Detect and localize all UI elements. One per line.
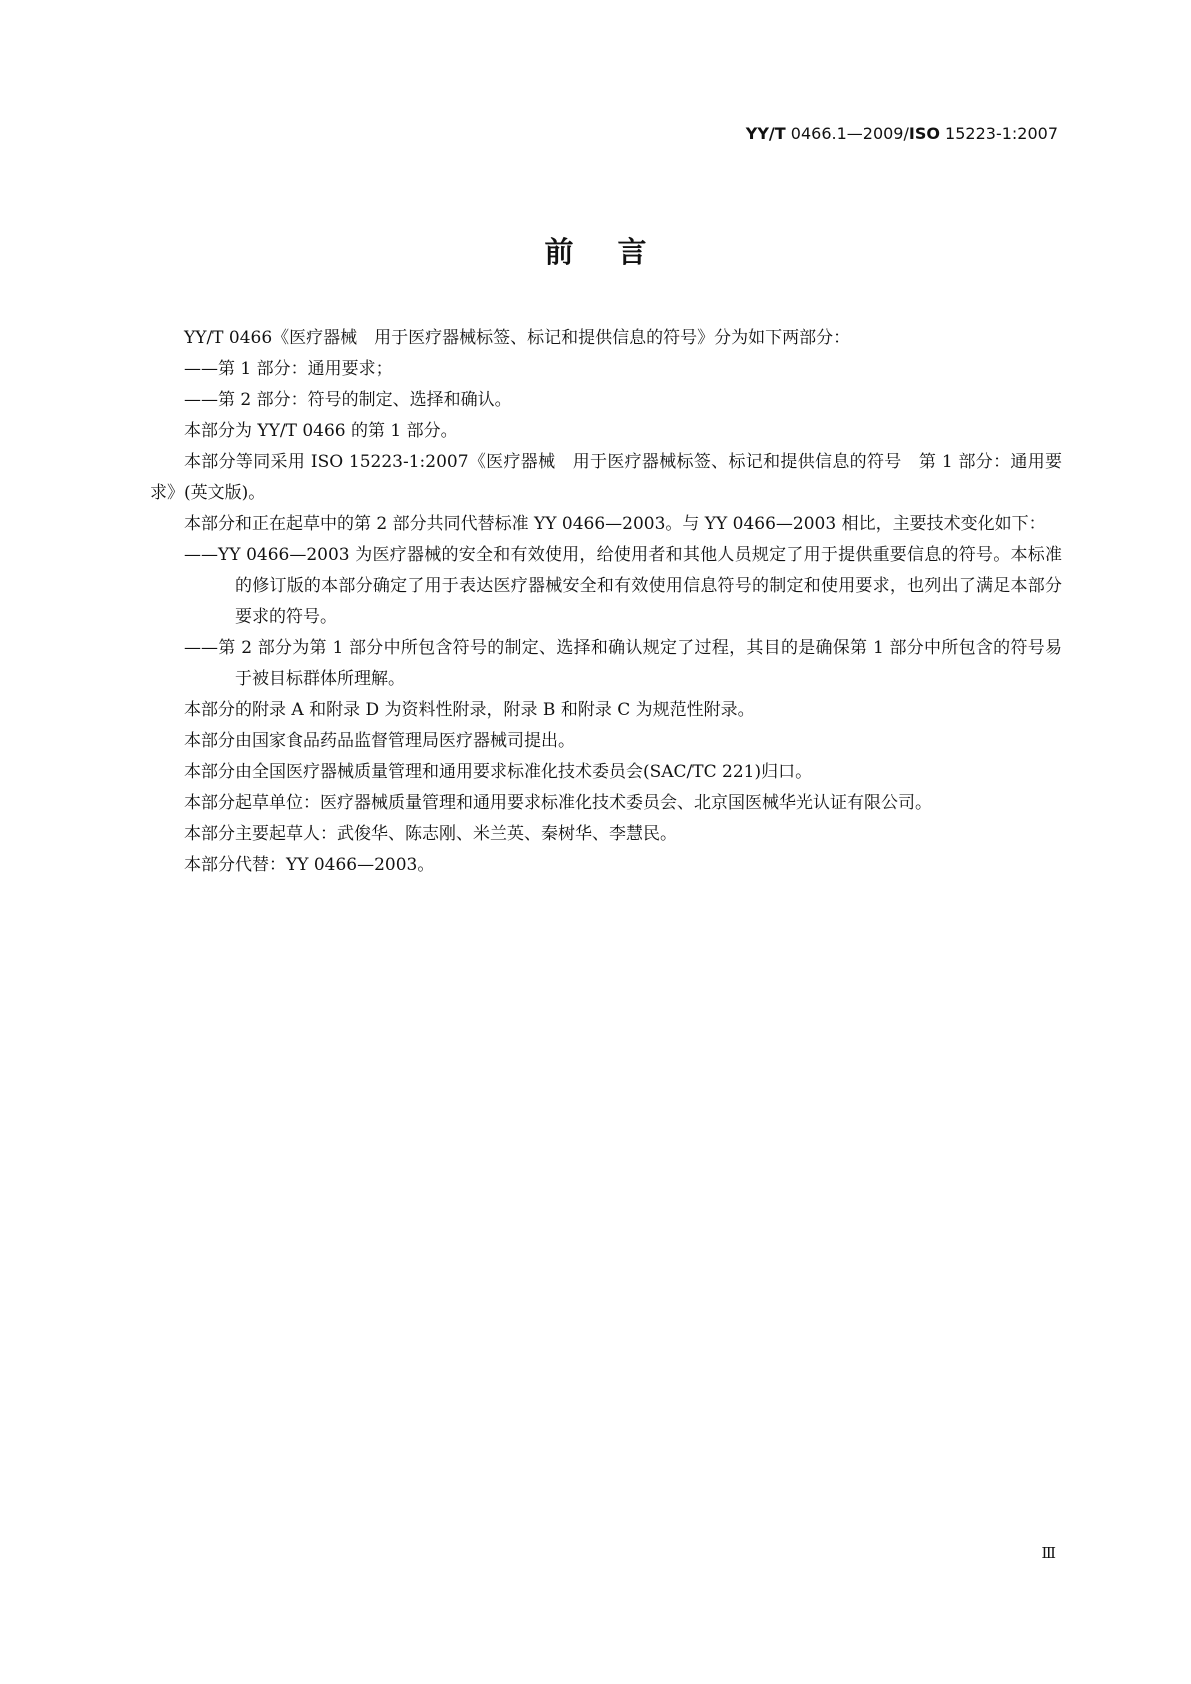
header-standard-number: 0466.1—2009/: [785, 124, 909, 143]
page-number: Ⅲ: [1041, 1544, 1056, 1562]
header-iso-number: 15223-1:2007: [939, 124, 1058, 143]
page-title: 前言: [544, 235, 691, 269]
paragraph-adoption: 本部分等同采用 ISO 15223-1:2007《医疗器械 用于医疗器械标签、标记和提供信息的符号 第 1 部分：通用要求》(英文版)。: [150, 452, 1062, 503]
paragraph-drafters: 本部分主要起草人：武俊华、陈志刚、米兰英、秦树华、李慧民。: [184, 824, 677, 844]
document-code-header: [746, 124, 1058, 143]
paragraph-annexes: 本部分的附录 A 和附录 D 为资料性附录，附录 B 和附录 C 为规范性附录。: [184, 700, 755, 720]
paragraph-this-part: 本部分为 YY/T 0466 的第 1 部分。: [184, 421, 458, 441]
paragraph-proposed-by: 本部分由国家食品药品监督管理局医疗器械司提出。: [184, 731, 575, 751]
header-iso-prefix: ISO: [908, 124, 940, 143]
paragraph-series-intro: YY/T 0466《医疗器械 用于医疗器械标签、标记和提供信息的符号》分为如下两部分：: [184, 328, 851, 348]
foreword-body: [150, 323, 1062, 881]
list-item-change-1: ——YY 0466—2003 为医疗器械的安全和有效使用，给使用者和其他人员规定了用于提供重要信息的符号。本标准的修订版的本部分确定了用于表达医疗器械安全和有效使用信息符号的制定和使用要求，也列出了满足本部分要求的符号。: [184, 545, 1062, 627]
paragraph-supersedes: 本部分代替：YY 0466—2003。: [184, 855, 435, 875]
header-standard-prefix: YY/T: [745, 124, 786, 143]
paragraph-centralized-by: 本部分由全国医疗器械质量管理和通用要求标准化技术委员会(SAC/TC 221)归口。: [184, 762, 813, 782]
paragraph-replacement: 本部分和正在起草中的第 2 部分共同代替标准 YY 0466—2003。与 YY 0466—2003 相比，主要技术变化如下：: [184, 514, 1046, 534]
list-item-change-2: ——第 2 部分为第 1 部分中所包含符号的制定、选择和确认规定了过程，其目的是确保第 1 部分中所包含的符号易于被目标群体所理解。: [184, 638, 1062, 689]
list-item-part-2: ——第 2 部分：符号的制定、选择和确认。: [184, 390, 512, 410]
paragraph-drafting-units: 本部分起草单位：医疗器械质量管理和通用要求标准化技术委员会、北京国医械华光认证有限公司。: [184, 793, 932, 813]
list-item-part-1: ——第 1 部分：通用要求；: [184, 359, 393, 379]
